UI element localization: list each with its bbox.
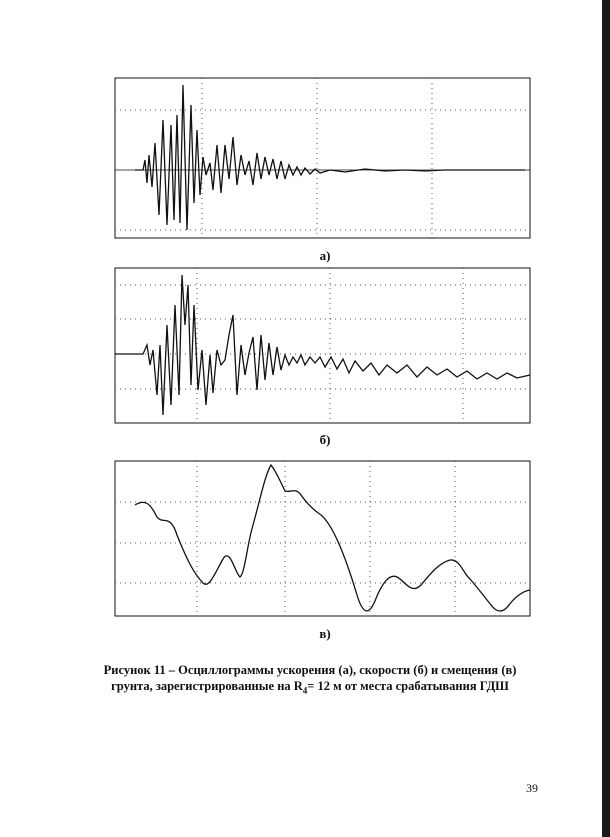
- plot-displacement: [105, 455, 535, 625]
- scan-edge-bar: [602, 0, 610, 837]
- figure-caption: [60, 662, 560, 699]
- caption-line-2-pre: грунта, зарегистрированные на R: [111, 679, 303, 693]
- waveform-acceleration: [135, 85, 525, 230]
- caption-line-2: [60, 678, 560, 699]
- plot-acceleration: [105, 75, 535, 245]
- caption-line-2-post: = 12 м от места срабатывания ГДШ: [307, 679, 509, 693]
- waveform-velocity: [115, 275, 530, 415]
- frame-a: [115, 78, 530, 238]
- plot-velocity: [105, 265, 535, 430]
- frame-c: [115, 461, 530, 616]
- panel-label-a: а): [319, 248, 331, 263]
- page-number: 39: [526, 781, 538, 795]
- caption-subscript: 4: [302, 685, 308, 696]
- waveform-displacement: [135, 465, 530, 611]
- panel-label-b: б): [319, 432, 331, 447]
- caption-line-1: Рисунок 11 – Осциллограммы ускорения (а), скорости (б) и смещения (в): [103, 663, 517, 677]
- panel-label-c: в): [319, 626, 331, 641]
